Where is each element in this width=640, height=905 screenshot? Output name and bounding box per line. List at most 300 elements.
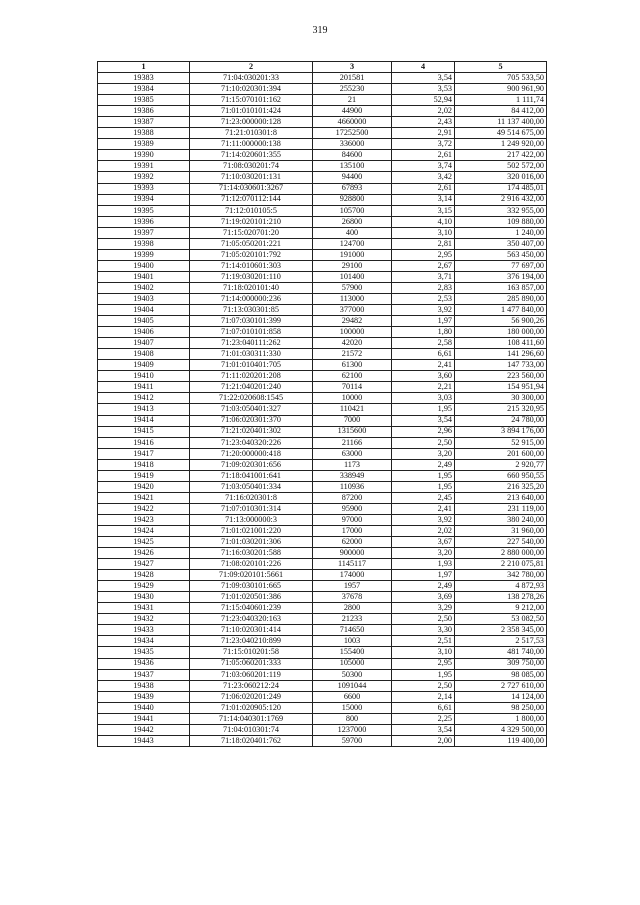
table-row: [98, 514, 547, 525]
area-cell: 113000: [313, 293, 392, 304]
table-row: [98, 537, 547, 548]
value-cell: 201 600,00: [455, 448, 547, 459]
rate-cell: 3,67: [392, 537, 455, 548]
rate-cell: 2,61: [392, 150, 455, 161]
table-row: [98, 647, 547, 658]
table-row: [98, 525, 547, 536]
rate-cell: 2,96: [392, 426, 455, 437]
table-row: [98, 636, 547, 647]
row-number-cell: 19401: [98, 271, 190, 282]
row-number-cell: 19385: [98, 95, 190, 106]
cadastral-number-cell: 71:07:010101:858: [190, 327, 313, 338]
area-cell: 94400: [313, 172, 392, 183]
row-number-cell: 19394: [98, 194, 190, 205]
table-row: [98, 592, 547, 603]
rate-cell: 2,43: [392, 117, 455, 128]
table-row: [98, 249, 547, 260]
row-number-cell: 19426: [98, 548, 190, 559]
value-cell: 481 740,00: [455, 647, 547, 658]
area-cell: 67893: [313, 183, 392, 194]
table-row: [98, 305, 547, 316]
cadastral-number-cell: 71:13:000000:3: [190, 514, 313, 525]
table-row: [98, 371, 547, 382]
cadastral-number-cell: 71:22:020608:1545: [190, 393, 313, 404]
cadastral-number-cell: 71:10:030201:131: [190, 172, 313, 183]
cadastral-number-cell: 71:03:060201:119: [190, 669, 313, 680]
row-number-cell: 19441: [98, 713, 190, 724]
table-row: [98, 724, 547, 735]
area-cell: 50300: [313, 669, 392, 680]
row-number-cell: 19413: [98, 404, 190, 415]
cadastral-number-cell: 71:01:021001:220: [190, 525, 313, 536]
row-number-cell: 19397: [98, 227, 190, 238]
value-cell: 56 900,26: [455, 316, 547, 327]
rate-cell: 6,61: [392, 702, 455, 713]
rate-cell: 2,95: [392, 658, 455, 669]
cadastral-number-cell: 71:07:010301:314: [190, 503, 313, 514]
rate-cell: 3,10: [392, 227, 455, 238]
row-number-cell: 19432: [98, 614, 190, 625]
value-cell: 1 800,00: [455, 713, 547, 724]
value-cell: 49 514 675,00: [455, 128, 547, 139]
cadastral-number-cell: 71:14:040301:1769: [190, 713, 313, 724]
table-row: [98, 327, 547, 338]
row-number-cell: 19422: [98, 503, 190, 514]
cadastral-number-cell: 71:01:020905:120: [190, 702, 313, 713]
header-row: [98, 62, 547, 73]
cadastral-number-cell: 71:14:030601:3267: [190, 183, 313, 194]
row-number-cell: 19417: [98, 448, 190, 459]
rate-cell: 3,30: [392, 625, 455, 636]
area-cell: 338949: [313, 470, 392, 481]
table-row: [98, 393, 547, 404]
value-cell: 2 920,77: [455, 459, 547, 470]
area-cell: 1003: [313, 636, 392, 647]
cadastral-number-cell: 71:19:030201:110: [190, 271, 313, 282]
rate-cell: 3,92: [392, 305, 455, 316]
table-row: [98, 271, 547, 282]
area-cell: 87200: [313, 492, 392, 503]
table-row: [98, 139, 547, 150]
value-cell: 141 296,60: [455, 349, 547, 360]
table-row: [98, 702, 547, 713]
row-number-cell: 19415: [98, 426, 190, 437]
area-cell: 110936: [313, 481, 392, 492]
cadastral-number-cell: 71:23:040320:163: [190, 614, 313, 625]
table-row: [98, 713, 547, 724]
value-cell: 52 915,00: [455, 437, 547, 448]
cadastral-number-cell: 71:15:020701:20: [190, 227, 313, 238]
rate-cell: 3,72: [392, 139, 455, 150]
cadastral-number-cell: 71:16:020301:8: [190, 492, 313, 503]
table-row: [98, 492, 547, 503]
table-row: [98, 404, 547, 415]
value-cell: 660 950,55: [455, 470, 547, 481]
value-cell: 9 212,00: [455, 603, 547, 614]
cadastral-number-cell: 71:08:020101:226: [190, 559, 313, 570]
row-number-cell: 19419: [98, 470, 190, 481]
area-cell: 101400: [313, 271, 392, 282]
rate-cell: 3,10: [392, 647, 455, 658]
rate-cell: 2,25: [392, 713, 455, 724]
rate-cell: 3,42: [392, 172, 455, 183]
cadastral-number-cell: 71:11:020201:208: [190, 371, 313, 382]
area-cell: 42020: [313, 338, 392, 349]
rate-cell: 1,95: [392, 669, 455, 680]
row-number-cell: 19423: [98, 514, 190, 525]
rate-cell: 2,95: [392, 249, 455, 260]
cadastral-number-cell: 71:20:000000:418: [190, 448, 313, 459]
table-row: [98, 338, 547, 349]
rate-cell: 2,02: [392, 106, 455, 117]
rate-cell: 2,61: [392, 183, 455, 194]
cadastral-number-cell: 71:21:040201:240: [190, 382, 313, 393]
header-cell: 3: [313, 62, 392, 73]
value-cell: 217 422,00: [455, 150, 547, 161]
cadastral-number-cell: 71:14:020601:355: [190, 150, 313, 161]
table-row: [98, 172, 547, 183]
value-cell: 2 517,53: [455, 636, 547, 647]
area-cell: 1315600: [313, 426, 392, 437]
cadastral-number-cell: 71:04:030201:33: [190, 73, 313, 84]
row-number-cell: 19421: [98, 492, 190, 503]
row-number-cell: 19403: [98, 293, 190, 304]
rate-cell: 3,53: [392, 84, 455, 95]
table-row: [98, 106, 547, 117]
value-cell: 2 916 432,00: [455, 194, 547, 205]
table-row: [98, 150, 547, 161]
value-cell: 119 400,00: [455, 735, 547, 746]
cadastral-number-cell: 71:16:030201:588: [190, 548, 313, 559]
value-cell: 2 727 610,00: [455, 680, 547, 691]
rate-cell: 2,50: [392, 614, 455, 625]
value-cell: 2 210 075,81: [455, 559, 547, 570]
area-cell: 21166: [313, 437, 392, 448]
table-row: [98, 603, 547, 614]
rate-cell: 3,54: [392, 73, 455, 84]
header-cell: 2: [190, 62, 313, 73]
row-number-cell: 19387: [98, 117, 190, 128]
rate-cell: 3,03: [392, 393, 455, 404]
row-number-cell: 19390: [98, 150, 190, 161]
row-number-cell: 19431: [98, 603, 190, 614]
table-row: [98, 360, 547, 371]
cadastral-number-cell: 71:01:020501:386: [190, 592, 313, 603]
cadastral-number-cell: 71:12:070112:144: [190, 194, 313, 205]
cadastral-number-cell: 71:14:000000:236: [190, 293, 313, 304]
area-cell: 21: [313, 95, 392, 106]
table-row: [98, 581, 547, 592]
row-number-cell: 19434: [98, 636, 190, 647]
rate-cell: 1,95: [392, 481, 455, 492]
value-cell: 98 085,00: [455, 669, 547, 680]
row-number-cell: 19416: [98, 437, 190, 448]
cadastral-number-cell: 71:01:030311:330: [190, 349, 313, 360]
table-row: [98, 503, 547, 514]
value-cell: 215 320,95: [455, 404, 547, 415]
cadastral-number-cell: 71:14:010601:303: [190, 260, 313, 271]
cadastral-number-cell: 71:23:000000:128: [190, 117, 313, 128]
row-number-cell: 19412: [98, 393, 190, 404]
rate-cell: 1,97: [392, 570, 455, 581]
rate-cell: 3,54: [392, 415, 455, 426]
table-row: [98, 227, 547, 238]
row-number-cell: 19386: [98, 106, 190, 117]
rate-cell: 3,20: [392, 448, 455, 459]
area-cell: 714650: [313, 625, 392, 636]
row-number-cell: 19418: [98, 459, 190, 470]
cadastral-number-cell: 71:10:020301:394: [190, 84, 313, 95]
area-cell: 105000: [313, 658, 392, 669]
rate-cell: 6,61: [392, 349, 455, 360]
area-cell: 201581: [313, 73, 392, 84]
value-cell: 154 951,94: [455, 382, 547, 393]
value-cell: 1 111,74: [455, 95, 547, 106]
row-number-cell: 19399: [98, 249, 190, 260]
area-cell: 124700: [313, 238, 392, 249]
row-number-cell: 19424: [98, 525, 190, 536]
row-number-cell: 19420: [98, 481, 190, 492]
area-cell: 100000: [313, 327, 392, 338]
cadastral-number-cell: 71:23:040320:226: [190, 437, 313, 448]
area-cell: 1957: [313, 581, 392, 592]
area-cell: 21572: [313, 349, 392, 360]
value-cell: 138 278,26: [455, 592, 547, 603]
value-cell: 4 872,93: [455, 581, 547, 592]
area-cell: 37678: [313, 592, 392, 603]
header-cell: 4: [392, 62, 455, 73]
rate-cell: 2,81: [392, 238, 455, 249]
row-number-cell: 19428: [98, 570, 190, 581]
table-row: [98, 669, 547, 680]
row-number-cell: 19410: [98, 371, 190, 382]
area-cell: 6600: [313, 691, 392, 702]
rate-cell: 3,29: [392, 603, 455, 614]
area-cell: 1091044: [313, 680, 392, 691]
value-cell: 14 124,00: [455, 691, 547, 702]
row-number-cell: 19429: [98, 581, 190, 592]
cadastral-number-cell: 71:05:060201:333: [190, 658, 313, 669]
table-row: [98, 238, 547, 249]
value-cell: 31 960,00: [455, 525, 547, 536]
cadastral-number-cell: 71:09:020101:5661: [190, 570, 313, 581]
rate-cell: 2,67: [392, 260, 455, 271]
area-cell: 7000: [313, 415, 392, 426]
cadastral-number-cell: 71:15:040601:239: [190, 603, 313, 614]
row-number-cell: 19442: [98, 724, 190, 735]
area-cell: 84600: [313, 150, 392, 161]
value-cell: 213 640,00: [455, 492, 547, 503]
cadastral-number-cell: 71:09:030101:665: [190, 581, 313, 592]
rate-cell: 1,97: [392, 316, 455, 327]
table-row: [98, 614, 547, 625]
area-cell: 59700: [313, 735, 392, 746]
table-row: [98, 73, 547, 84]
rate-cell: 1,95: [392, 404, 455, 415]
rate-cell: 3,71: [392, 271, 455, 282]
rate-cell: 2,41: [392, 360, 455, 371]
table-row: [98, 205, 547, 216]
value-cell: 180 000,00: [455, 327, 547, 338]
table-row: [98, 426, 547, 437]
value-cell: 320 016,00: [455, 172, 547, 183]
value-cell: 342 780,00: [455, 570, 547, 581]
row-number-cell: 19398: [98, 238, 190, 249]
rate-cell: 3,15: [392, 205, 455, 216]
value-cell: 98 250,00: [455, 702, 547, 713]
row-number-cell: 19435: [98, 647, 190, 658]
rate-cell: 3,69: [392, 592, 455, 603]
area-cell: 17252500: [313, 128, 392, 139]
value-cell: 1 477 840,00: [455, 305, 547, 316]
area-cell: 110421: [313, 404, 392, 415]
cadastral-number-cell: 71:23:040111:262: [190, 338, 313, 349]
cadastral-number-cell: 71:03:050401:327: [190, 404, 313, 415]
area-cell: 1145117: [313, 559, 392, 570]
rate-cell: 3,54: [392, 724, 455, 735]
row-number-cell: 19404: [98, 305, 190, 316]
rate-cell: 2,41: [392, 503, 455, 514]
cadastral-number-cell: 71:10:020301:414: [190, 625, 313, 636]
row-number-cell: 19437: [98, 669, 190, 680]
rate-cell: 1,93: [392, 559, 455, 570]
rate-cell: 2,50: [392, 437, 455, 448]
rate-cell: 2,83: [392, 282, 455, 293]
page-number: 319: [312, 25, 328, 36]
cadastral-number-cell: 71:15:010201:58: [190, 647, 313, 658]
table-row: [98, 470, 547, 481]
table-row: [98, 117, 547, 128]
row-number-cell: 19433: [98, 625, 190, 636]
cadastral-number-cell: 71:23:040210:899: [190, 636, 313, 647]
value-cell: 3 894 176,00: [455, 426, 547, 437]
area-cell: 135100: [313, 161, 392, 172]
row-number-cell: 19392: [98, 172, 190, 183]
row-number-cell: 19384: [98, 84, 190, 95]
table-row: [98, 658, 547, 669]
value-cell: 563 450,00: [455, 249, 547, 260]
row-number-cell: 19396: [98, 216, 190, 227]
table-row: [98, 481, 547, 492]
row-number-cell: 19414: [98, 415, 190, 426]
value-cell: 174 485,01: [455, 183, 547, 194]
value-cell: 332 955,00: [455, 205, 547, 216]
value-cell: 77 697,00: [455, 260, 547, 271]
table-row: [98, 382, 547, 393]
value-cell: 502 572,00: [455, 161, 547, 172]
area-cell: 377000: [313, 305, 392, 316]
row-number-cell: 19436: [98, 658, 190, 669]
cadastral-number-cell: 71:18:020101:40: [190, 282, 313, 293]
table-row: [98, 84, 547, 95]
cadastral-number-cell: 71:18:020401:762: [190, 735, 313, 746]
table-row: [98, 260, 547, 271]
value-cell: 231 119,00: [455, 503, 547, 514]
cadastral-number-cell: 71:01:010401:705: [190, 360, 313, 371]
rate-cell: 2,50: [392, 680, 455, 691]
area-cell: 2800: [313, 603, 392, 614]
area-cell: 174000: [313, 570, 392, 581]
rate-cell: 3,92: [392, 514, 455, 525]
table-row: [98, 183, 547, 194]
value-cell: 2 880 000,00: [455, 548, 547, 559]
area-cell: 1173: [313, 459, 392, 470]
area-cell: 191000: [313, 249, 392, 260]
area-cell: 155400: [313, 647, 392, 658]
row-number-cell: 19427: [98, 559, 190, 570]
table-row: [98, 161, 547, 172]
table-row: [98, 128, 547, 139]
table-row: [98, 459, 547, 470]
value-cell: 380 240,00: [455, 514, 547, 525]
rate-cell: 3,20: [392, 548, 455, 559]
area-cell: 97000: [313, 514, 392, 525]
table-row: [98, 293, 547, 304]
value-cell: 163 857,00: [455, 282, 547, 293]
cadastral-number-cell: 71:04:010301:74: [190, 724, 313, 735]
value-cell: 2 358 345,00: [455, 625, 547, 636]
rate-cell: 2,58: [392, 338, 455, 349]
table-row: [98, 282, 547, 293]
cadastral-number-cell: 71:18:041001:641: [190, 470, 313, 481]
table-row: [98, 194, 547, 205]
rate-cell: 4,10: [392, 216, 455, 227]
cadastral-number-cell: 71:15:070101:162: [190, 95, 313, 106]
rate-cell: 2,53: [392, 293, 455, 304]
value-cell: 30 300,00: [455, 393, 547, 404]
header-cell: 5: [455, 62, 547, 73]
area-cell: 10000: [313, 393, 392, 404]
area-cell: 29482: [313, 316, 392, 327]
value-cell: 108 411,60: [455, 338, 547, 349]
rate-cell: 3,74: [392, 161, 455, 172]
cadastral-number-cell: 71:19:020101:210: [190, 216, 313, 227]
table-row: [98, 680, 547, 691]
row-number-cell: 19395: [98, 205, 190, 216]
area-cell: 61300: [313, 360, 392, 371]
rate-cell: 3,60: [392, 371, 455, 382]
table-row: [98, 548, 547, 559]
row-number-cell: 19389: [98, 139, 190, 150]
rate-cell: 2,49: [392, 581, 455, 592]
row-number-cell: 19393: [98, 183, 190, 194]
value-cell: 350 407,00: [455, 238, 547, 249]
rate-cell: 52,94: [392, 95, 455, 106]
header-cell: 1: [98, 62, 190, 73]
rate-cell: 2,00: [392, 735, 455, 746]
table-row: [98, 349, 547, 360]
area-cell: 21233: [313, 614, 392, 625]
area-cell: 62000: [313, 537, 392, 548]
cadastral-number-cell: 71:03:050401:334: [190, 481, 313, 492]
rate-cell: 1,80: [392, 327, 455, 338]
row-number-cell: 19406: [98, 327, 190, 338]
cadastral-number-cell: 71:13:030301:85: [190, 305, 313, 316]
value-cell: 285 890,00: [455, 293, 547, 304]
cadastral-number-cell: 71:06:020201:249: [190, 691, 313, 702]
area-cell: 29100: [313, 260, 392, 271]
value-cell: 109 880,00: [455, 216, 547, 227]
table-row: [98, 95, 547, 106]
cadastral-number-cell: 71:05:050201:221: [190, 238, 313, 249]
rate-cell: 2,14: [392, 691, 455, 702]
rate-cell: 2,51: [392, 636, 455, 647]
table-row: [98, 415, 547, 426]
cadastral-number-cell: 71:21:020401:302: [190, 426, 313, 437]
rate-cell: 2,91: [392, 128, 455, 139]
value-cell: 900 961,90: [455, 84, 547, 95]
table-row: [98, 448, 547, 459]
